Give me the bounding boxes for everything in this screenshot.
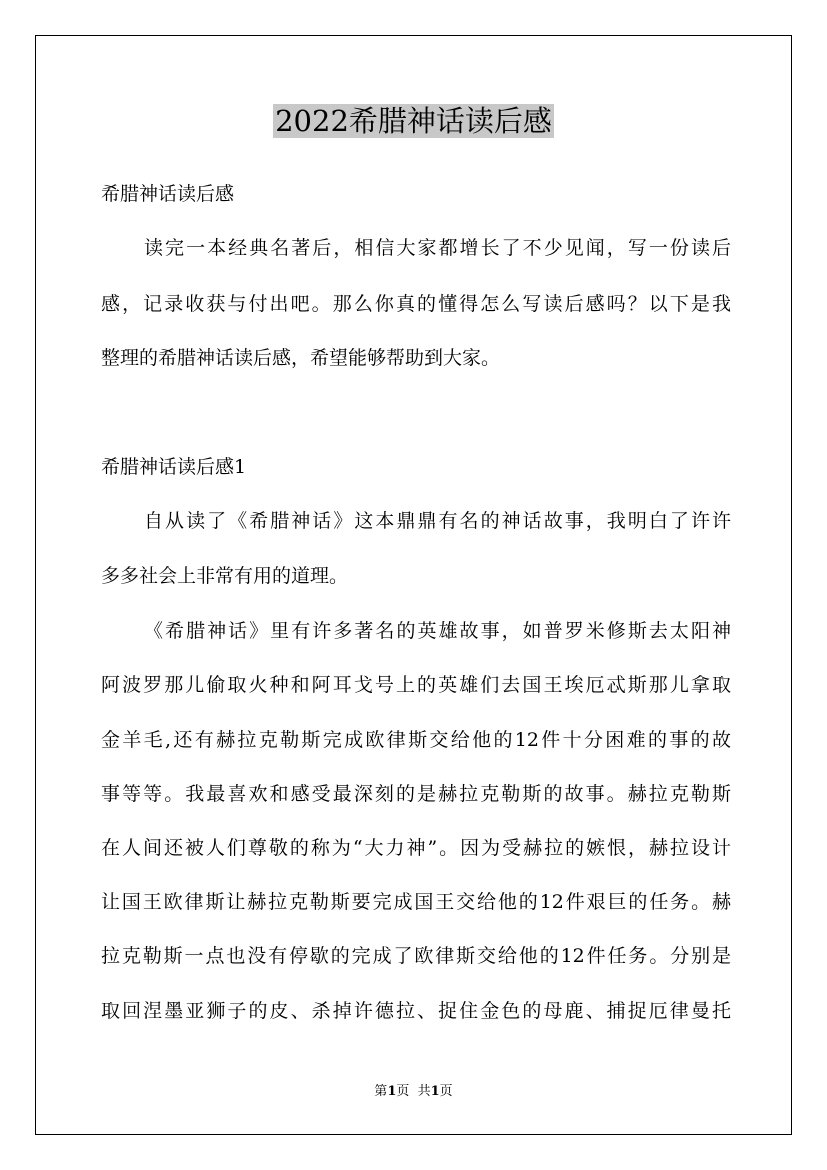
intro-line-1: 读完一本经典名著后，相信大家都增长了不少见闻，写一份读后 [144, 237, 731, 259]
footer-prefix: 第 [374, 1084, 388, 1099]
subtitle: 希腊神话读后感 [101, 183, 235, 205]
para2-line-3: 金羊毛,还有赫拉克勒斯完成欧律斯交给他的12件十分困难的事的故 [101, 729, 731, 751]
para2-line-1: 《希腊神话》里有许多著名的英雄故事，如普罗米修斯去太阳神 [144, 620, 731, 642]
intro-line-2: 感，记录收获与付出吧。那么你真的懂得怎么写读后感吗？以下是我 [101, 293, 731, 315]
section-heading-1: 希腊神话读后感1 [101, 456, 247, 478]
para2-line-7: 拉克勒斯一点也没有停歇的完成了欧律斯交给他的12件任务。分别是 [101, 945, 731, 967]
footer-page-number: 1 [387, 1084, 397, 1099]
intro-line-3: 整理的希腊神话读后感，希望能够帮助到大家。 [101, 347, 501, 369]
para2-line-4: 事等等。我最喜欢和感受最深刻的是赫拉克勒斯的故事。赫拉克勒斯 [101, 783, 731, 805]
para2-line-8: 取回涅墨亚狮子的皮、杀掉许德拉、捉住金色的母鹿、捕捉厄律曼托 [101, 1000, 731, 1022]
para1-line-1: 自从读了《希腊神话》这本鼎鼎有名的神话故事，我明白了许许 [144, 510, 731, 532]
footer-mid: 页 共 [396, 1084, 431, 1099]
document-title-wrap [0, 102, 827, 140]
para2-line-2: 阿波罗那儿偷取火种和阿耳戈号上的英雄们去国王埃厄忒斯那儿拿取 [101, 674, 731, 696]
para2-line-5: 在人间还被人们尊敬的称为“大力神”。因为受赫拉的嫉恨，赫拉设计 [101, 837, 731, 859]
footer-total-pages: 1 [430, 1084, 440, 1099]
document-title: 2022希腊神话读后感 [275, 104, 552, 138]
footer-suffix: 页 [439, 1084, 453, 1099]
para2-line-6: 让国王欧律斯让赫拉克勒斯要完成国王交给他的12件艰巨的任务。赫 [101, 891, 731, 913]
para1-line-2: 多多社会上非常有用的道理。 [101, 565, 349, 587]
page-footer [0, 1084, 827, 1100]
